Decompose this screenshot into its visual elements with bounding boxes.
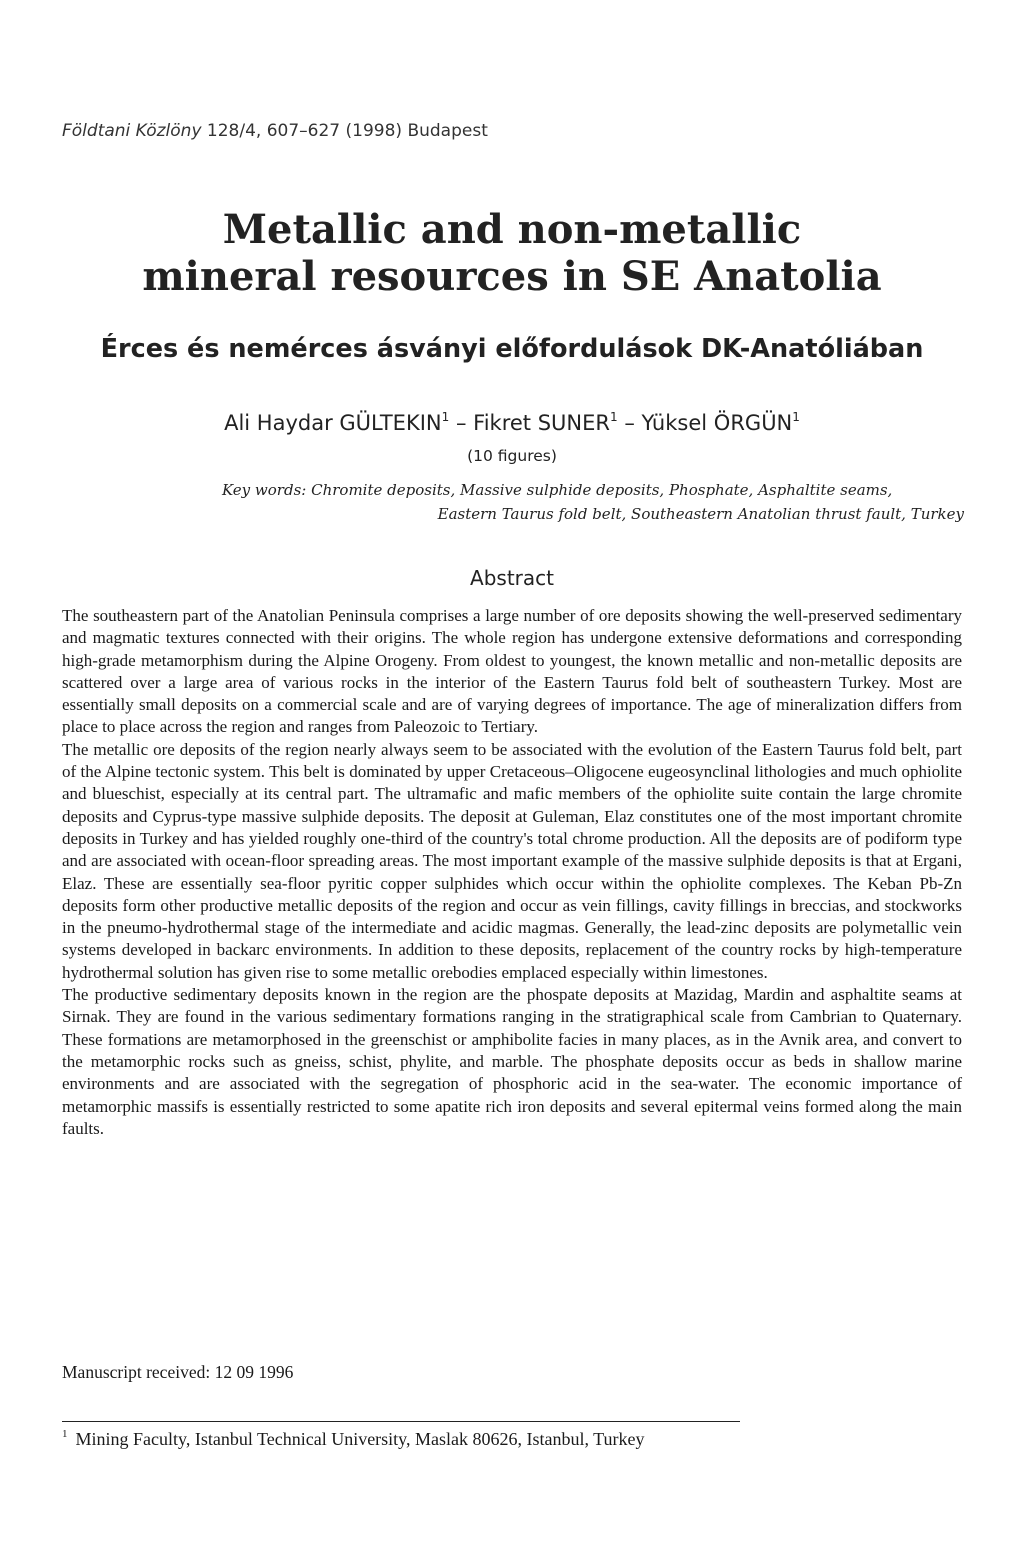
author-2-given: Fikret: [473, 411, 532, 435]
abstract-paragraph: The productive sedimentary deposits known in the region are the phospate deposits at Mazidag, Mardin and asphaltite seams at Sirnak. They are found in the various sedimentary formations ranging in the stratigraphical scale from Cambrian to Quaternary. These formations are metamorphosed in the greenschist or amphibolite facies in many places, as in the Avnik area, and convert to the metamorphic rocks such as gneiss, schist, phylite, and marble. The phosphate deposits occur as beds in shallow marine environments and are associated with the segregation of phosphoric acid in the sea-water. The economic importance of metamorphic massifs is essentially restricted to some apatite rich iron deposits and several epitermal veins formed along the main faults.: [62, 985, 962, 1138]
author-3-given: Yüksel: [641, 411, 708, 435]
journal-citation: [62, 121, 762, 141]
keywords-label: Key words:: [222, 481, 307, 499]
keywords-line-1: [222, 478, 964, 502]
author-1-given: Ali Haydar: [224, 411, 333, 435]
keywords-text-1: Chromite deposits, Massive sulphide deposits, Phosphate, Asphaltite seams,: [311, 481, 893, 499]
footnote-text: Mining Faculty, Istanbul Technical University, Maslak 80626, Istanbul, Turkey: [75, 1429, 645, 1449]
abstract-paragraph: The metallic ore deposits of the region nearly always seem to be associated with the evolution of the Eastern Taurus fold belt, part of the Alpine tectonic system. This belt is dominated by upper Cretaceous–Oligocene eugeosynclinal lithologies and much ophiolite and blueschist, especially at its central part. The ultramafic and mafic members of the ophiolite suite contain the large chromite deposits and Cyprus-type massive sulphide deposits. The deposit at Guleman, Elaz constitutes one of the most important chromite deposits in Turkey and has yielded roughly one-third of the country's total chrome production. All the deposits are of podiform type and are associated with ocean-floor spreading areas. The most important example of the massive sulphide deposits is that at Ergani, Elaz. These are essentially sea-floor pyritic copper sulphides which occur within the ophiolite complexes. The Keban Pb-Zn deposits form other productive metallic deposits of the region and occur as vein fillings, cavity fillings in breccias, and stockworks in the pneumo-hydrothermal stage of the intermediate and acidic magmas. Generally, the lead-zinc deposits are polymetallic vein systems developed in backarc environments. In addition to these deposits, replacement of the country rocks by high-temperature hydrothermal solution has given rise to some metallic orebodies emplaced especially within limestones.: [62, 739, 962, 982]
author-2-family: SUNER: [537, 411, 610, 435]
author-3: [642, 411, 800, 435]
abstract-heading: Abstract: [470, 566, 554, 590]
author-2-affiliation: 1: [610, 410, 618, 424]
article-subtitle: Érces és nemérces ásványi előfordulások DK-Anatóliában: [100, 334, 924, 364]
author-list: [0, 410, 1024, 435]
author-1-family: GÜLTEKIN: [339, 411, 442, 435]
author-1-affiliation: 1: [441, 410, 450, 424]
journal-issue: 128/4, 607–627 (1998) Budapest: [206, 121, 488, 141]
author-1: [224, 411, 449, 435]
manuscript-received: Manuscript received: 12 09 1996: [62, 1362, 294, 1382]
keywords-line-2: Eastern Taurus fold belt, Southeastern Anatolian thrust fault, Turkey: [437, 505, 964, 523]
author-3-family: ÖRGÜN: [713, 411, 793, 435]
author-separator: –: [624, 411, 635, 435]
footnote-mark: 1: [62, 1428, 68, 1440]
title-line-1: Metallic and non-metallic: [222, 206, 802, 253]
keywords: [222, 478, 964, 526]
abstract-paragraph: The southeastern part of the Anatolian Peninsula comprises a large number of ore deposits showing the well-preserved sedimentary and magmatic textures connected with their origins. The whole region has undergone extensive deformations and corresponding high-grade metamorphism during the Alpine Orogeny. From oldest to youngest, the known metallic and non-metallic deposits are scattered over a large area of various rocks in the interior of the Eastern Taurus fold belt of southeastern Turkey. Most are essentially small deposits on a commercial scale and are of varying degrees of importance. The age of mineralization differs from place to place across the region and ranges from Paleozoic to Tertiary.: [62, 606, 962, 737]
footnote-divider: [62, 1421, 740, 1422]
figure-count: (10 figures): [467, 447, 557, 465]
title-line-2: mineral resources in SE Anatolia: [142, 253, 882, 300]
author-separator: –: [455, 411, 467, 435]
author-2: [473, 411, 617, 435]
abstract-body: [62, 605, 962, 1140]
journal-name: Földtani Közlöny: [62, 121, 202, 141]
article-title: [0, 206, 1024, 300]
affiliation-footnote: [62, 1428, 962, 1450]
author-3-affiliation: 1: [792, 410, 800, 424]
